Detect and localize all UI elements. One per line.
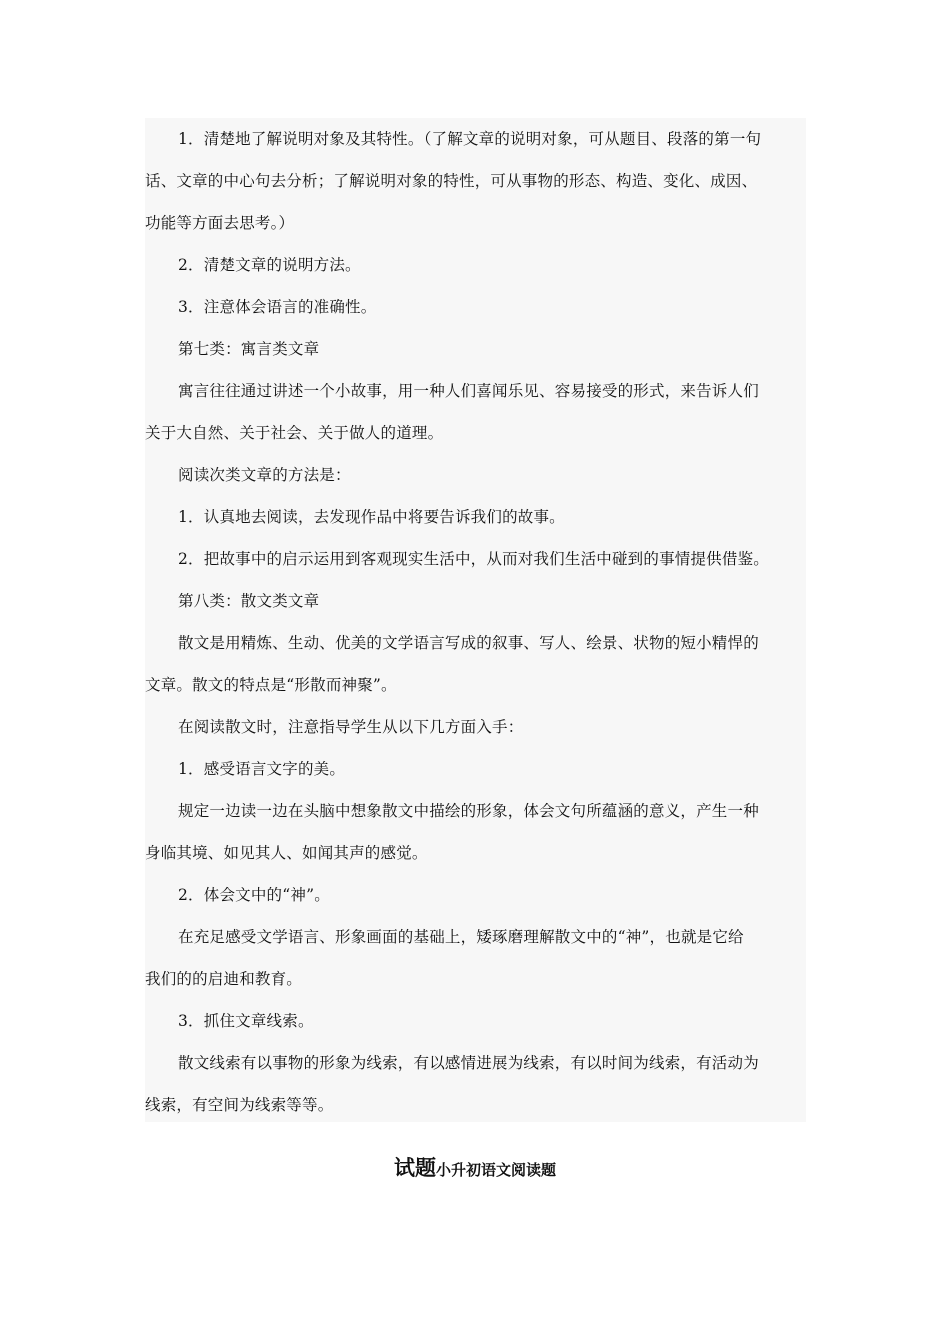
text-line: 关于大自然、关于社会、关于做人的道理。: [145, 424, 444, 442]
text-line: 散文是用精炼、生动、优美的文学语言写成的叙事、写人、绘景、状物的短小精悍的: [178, 634, 759, 652]
text-line: 身临其境、如见其人、如闻其声的感觉。: [145, 844, 428, 862]
text-line: 2．清楚文章的说明方法。: [178, 256, 361, 274]
text-line: 1．清楚地了解说明对象及其特性。（了解文章的说明对象，可从题目、段落的第一句: [178, 130, 762, 148]
text-line: 在充足感受文学语言、形象画面的基础上，矮琢磨理解散文中的“神”，也就是它给: [178, 928, 744, 946]
document-body: [145, 118, 806, 1122]
text-line: 3．抓住文章线索。: [178, 1012, 314, 1030]
section-heading: 第八类：散文类文章: [178, 592, 320, 610]
text-line: 我们的的启迪和教育。: [145, 970, 303, 988]
text-line: 散文线索有以事物的形象为线索，有以感情进展为线索，有以时间为线索，有活动为: [178, 1054, 759, 1072]
footer-title-small: 小升初语文阅读题: [435, 1161, 556, 1179]
footer-title: [0, 1152, 950, 1182]
text-line: 功能等方面去思考。）: [145, 214, 295, 232]
text-line: 规定一边读一边在头脑中想象散文中描绘的形象，体会文句所蕴涵的意义，产生一种: [178, 802, 759, 820]
section-heading: 第七类：寓言类文章: [178, 340, 320, 358]
text-line: 文章。散文的特点是“形散而神聚”。: [145, 676, 397, 694]
text-line: 寓言往往通过讲述一个小故事，用一种人们喜闻乐见、容易接受的形式，来告诉人们: [178, 382, 759, 400]
text-line: 阅读次类文章的方法是：: [178, 466, 351, 484]
text-line: 话、文章的中心句去分析；了解说明对象的特性，可从事物的形态、构造、变化、成因、: [145, 172, 758, 190]
text-line: 1．感受语言文字的美。: [178, 760, 346, 778]
text-line: 2．把故事中的启示运用到客观现实生活中，从而对我们生活中碰到的事情提供借鉴。: [178, 550, 769, 568]
text-line: 在阅读散文时，注意指导学生从以下几方面入手：: [178, 718, 524, 736]
footer-title-large: 试题: [393, 1156, 436, 1180]
text-line: 2．体会文中的“神”。: [178, 886, 330, 904]
text-line: 3．注意体会语言的准确性。: [178, 298, 377, 316]
text-line: 线索，有空间为线索等等。: [145, 1096, 334, 1114]
text-line: 1．认真地去阅读，去发现作品中将要告诉我们的故事。: [178, 508, 565, 526]
